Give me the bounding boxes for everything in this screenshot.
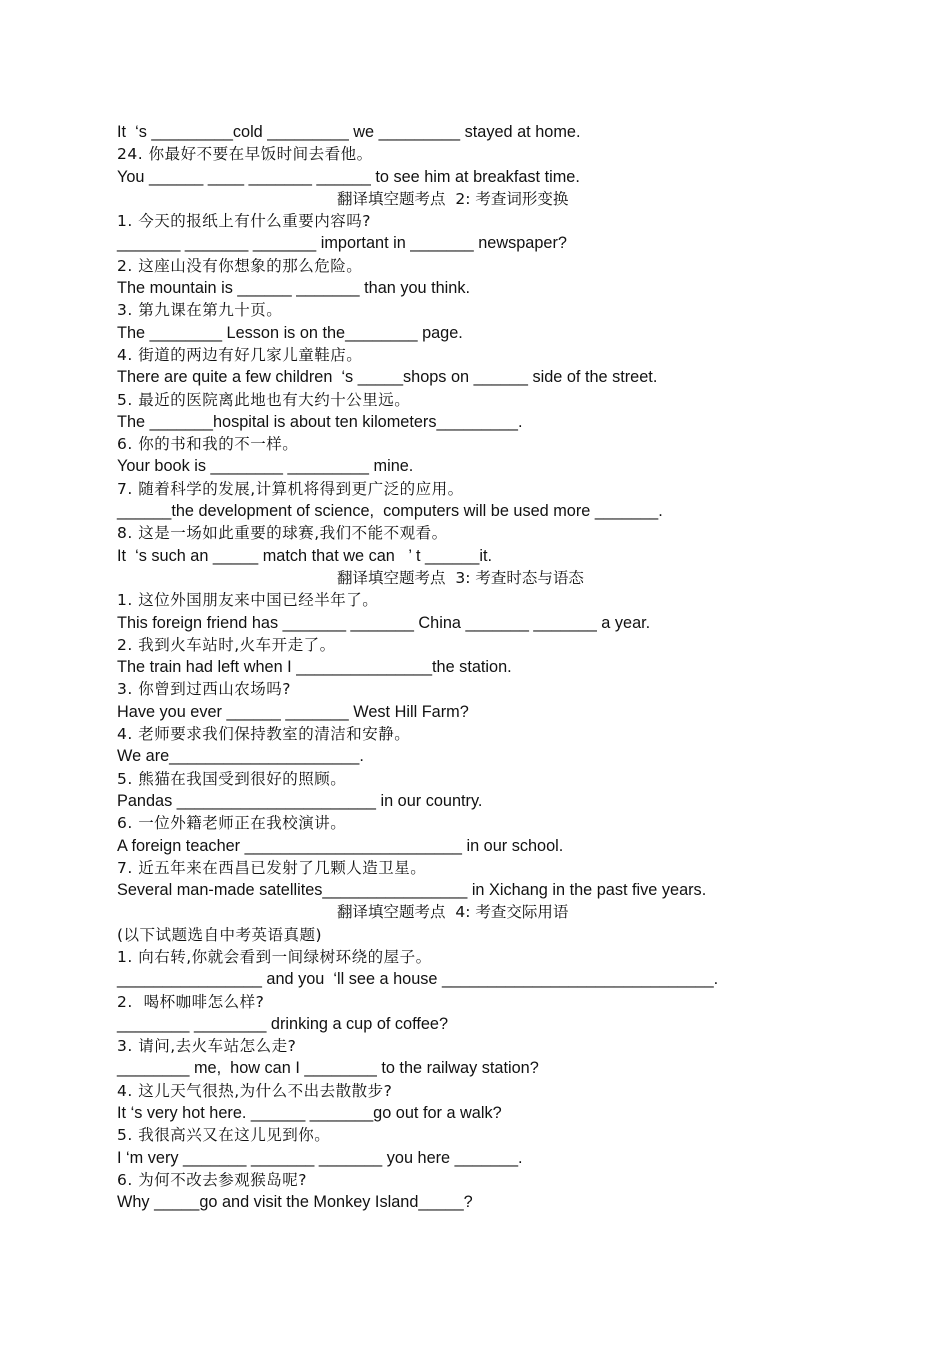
section-heading: 翻译填空题考点 2: 考查词形变换	[337, 189, 569, 208]
question-chinese: 24. 你最好不要在早饭时间去看他。	[117, 145, 373, 164]
question-chinese: 6. 一位外籍老师正在我校演讲。	[117, 814, 347, 833]
question-chinese: 1. 今天的报纸上有什么重要内容吗?	[117, 212, 371, 231]
question-chinese: 5. 熊猫在我国受到很好的照顾。	[117, 769, 347, 788]
section-heading: 翻译填空题考点 4: 考查交际用语	[337, 903, 569, 922]
question-chinese: 3. 第九课在第九十页。	[117, 301, 283, 320]
question-chinese: 8. 这是一场如此重要的球赛,我们不能不观看。	[117, 524, 448, 543]
question-chinese: 2. 喝杯咖啡怎么样?	[117, 992, 265, 1011]
answer-english: You ______ ____ _______ ______ to see him at breakfast time.	[117, 167, 580, 186]
question-chinese: 1. 这位外国朋友来中国已经半年了。	[117, 591, 379, 610]
question-chinese: 6. 你的书和我的不一样。	[117, 435, 299, 454]
question-chinese: 5. 我很高兴又在这儿见到你。	[117, 1126, 331, 1145]
answer-english: Have you ever ______ _______ West Hill Farm?	[117, 702, 469, 721]
answer-english: We are_____________________.	[117, 747, 364, 766]
question-chinese: 4. 这儿天气很热,为什么不出去散散步?	[117, 1081, 393, 1100]
answer-english: The ________ Lesson is on the________ page.	[117, 323, 463, 342]
question-chinese: 1. 向右转,你就会看到一间绿树环绕的屋子。	[117, 947, 432, 966]
answer-english: This foreign friend has _______ _______ China _______ _______ a year.	[117, 613, 651, 632]
answer-english: It ‘s such an _____ match that we can ’ t ______it.	[117, 546, 492, 565]
answer-english: It ‘s very hot here. ______ _______go out for a walk?	[117, 1104, 502, 1123]
question-chinese: 2. 这座山没有你想象的那么危险。	[117, 256, 363, 275]
answer-english: _______ _______ _______ important in _______ newspaper?	[117, 234, 567, 253]
answer-english: Pandas ______________________ in our country.	[117, 791, 483, 810]
section-heading: 翻译填空题考点 3: 考查时态与语态	[337, 568, 584, 587]
answer-english: I ‘m very _______ _______ _______ you here _______.	[117, 1148, 523, 1167]
question-chinese: 2. 我到火车站时,火车开走了。	[117, 635, 336, 654]
question-chinese: 7. 随着科学的发展,计算机将得到更广泛的应用。	[117, 479, 464, 498]
answer-english: A foreign teacher ________________________ in our school.	[117, 836, 564, 855]
answer-english: The mountain is ______ _______ than you think.	[117, 279, 471, 298]
answer-english: ________________ and you ‘ll see a house ______________________________.	[117, 970, 719, 989]
worksheet-page	[117, 121, 837, 1214]
answer-english: Several man-made satellites________________ in Xichang in the past five years.	[117, 881, 707, 900]
question-chinese: 4. 老师要求我们保持教室的清洁和安静。	[117, 725, 411, 744]
answer-english: The _______hospital is about ten kilometers_________.	[117, 412, 523, 431]
answer-english: ________ ________ drinking a cup of coffee?	[117, 1014, 449, 1033]
question-chinese: 3. 请问,去火车站怎么走?	[117, 1037, 297, 1056]
question-chinese: 4. 街道的两边有好几家儿童鞋店。	[117, 345, 363, 364]
question-chinese: (以下试题选自中考英语真题)	[117, 925, 323, 944]
answer-english: There are quite a few children ‘s _____shops on ______ side of the street.	[117, 368, 658, 387]
answer-english: ________ me, how can I ________ to the railway station?	[117, 1059, 539, 1078]
question-chinese: 3. 你曾到过西山农场吗?	[117, 680, 291, 699]
question-chinese: 5. 最近的医院离此地也有大约十公里远。	[117, 390, 411, 409]
question-chinese: 7. 近五年来在西昌已发射了几颗人造卫星。	[117, 858, 427, 877]
answer-english: It ‘s _________cold _________ we _________ stayed at home.	[117, 123, 581, 141]
answer-english: ______the development of science, computers will be used more _______.	[117, 502, 663, 521]
answer-english: Your book is ________ _________ mine.	[117, 457, 414, 476]
answer-english: The train had left when I _______________the station.	[117, 658, 512, 677]
answer-english: Why _____go and visit the Monkey Island_____?	[117, 1193, 473, 1212]
question-chinese: 6. 为何不改去参观猴岛呢?	[117, 1170, 307, 1189]
